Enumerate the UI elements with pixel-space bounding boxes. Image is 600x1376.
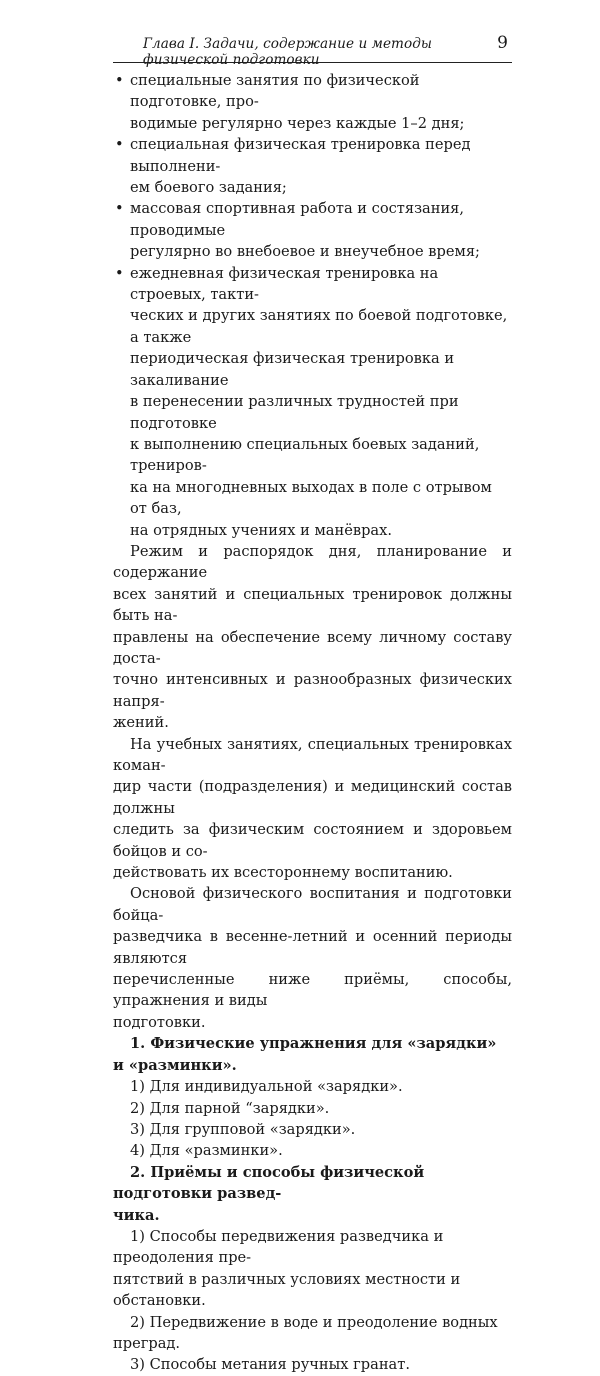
paragraph [113, 734, 512, 884]
line: в перенесении различных трудностей при подготовке [130, 393, 459, 432]
list-item [113, 1226, 512, 1312]
line: ем боевого задания; [130, 179, 287, 197]
line: периодическая физическая тренировка и закаливание [130, 350, 455, 389]
line: 2) Передвижение в воде и преодоление водных преград. [113, 1313, 498, 1352]
line: точно интенсивных и разнообразных физических напря- [113, 671, 512, 710]
line: Основой физического воспитания и подготовки бойца- [113, 885, 512, 924]
bullet-item [113, 198, 512, 262]
line: ческих и других занятиях по боевой подготовке, а также [130, 307, 508, 346]
line: перечисленные ниже приёмы, способы, упражнения и виды [113, 971, 512, 1010]
running-title: Глава I. Задачи, содержание и методы физической подготовки [143, 36, 433, 68]
paragraph [113, 883, 512, 1033]
bullet-icon: • [115, 72, 124, 89]
list-item: 2) Для парной “зарядки». [130, 1099, 330, 1117]
line: жений. [113, 714, 169, 732]
running-header [113, 24, 512, 68]
line: 2. Приёмы и способы физической подготовки развед- [113, 1163, 425, 1203]
list-item [113, 1354, 512, 1375]
line: следить за физическим состоянием и здоровьем бойцов и со- [113, 821, 512, 860]
bullet-item [113, 263, 512, 541]
line: к выполнению специальных боевых заданий, трениров- [130, 435, 480, 475]
list-item: 3) Для групповой «зарядки». [130, 1120, 356, 1138]
bullet-icon: • [115, 136, 124, 154]
line: ежедневная физическая тренировка на строевых, такти- [130, 264, 439, 304]
list-item: 4) Для «разминки». [130, 1142, 283, 1160]
line: разведчика в весенне-летний и осенний периоды являются [113, 928, 512, 967]
bullet-item [113, 70, 512, 134]
line: чика. [113, 1206, 160, 1224]
line: специальные занятия по физической подготовке, про- [130, 72, 420, 111]
line: 3) Способы метания ручных гранат. [130, 1356, 410, 1374]
bullet-item [113, 134, 512, 198]
bullet-list [113, 70, 512, 541]
line: на отрядных учениях и манёврах. [130, 521, 392, 539]
line: водимые регулярно через каждые 1–2 дня; [130, 114, 465, 132]
line: дир части (подразделения) и медицинский состав должны [113, 778, 512, 817]
paragraph [113, 541, 512, 734]
line: подготовки. [113, 1013, 206, 1031]
page-number: 9 [497, 33, 508, 53]
section-heading: 1. Физические упражнения для «зарядки» и «разминки». [113, 1035, 497, 1074]
line: Режим и распорядок дня, планирование и содержание [113, 542, 512, 582]
bullet-icon: • [115, 264, 124, 282]
line: ка на многодневных выходах в поле с отрывом от баз, [130, 478, 492, 518]
line: действовать их всестороннему воспитанию. [113, 864, 453, 882]
line: массовая спортивная работа и состязания, проводимые [130, 200, 465, 239]
line: правлены на обеспечение всему личному составу доста- [113, 628, 512, 667]
line: пятствий в различных условиях местности и обстановки. [113, 1270, 461, 1310]
line: специальная физическая тренировка перед выполнени- [130, 136, 471, 175]
line: регулярно во внебоевое и внеучебное время; [130, 243, 480, 261]
page-body [113, 70, 512, 1376]
line: 1) Способы передвижения разведчика и преодоления пре- [113, 1227, 444, 1267]
line: всех занятий и специальных тренировок должны быть на- [113, 585, 512, 625]
list-item: 1) Для индивидуальной «зарядки». [130, 1078, 403, 1096]
bullet-icon: • [115, 200, 124, 218]
line: На учебных занятиях, специальных тренировках коман- [113, 735, 512, 774]
list-item [113, 1312, 512, 1355]
section-heading [113, 1162, 512, 1226]
